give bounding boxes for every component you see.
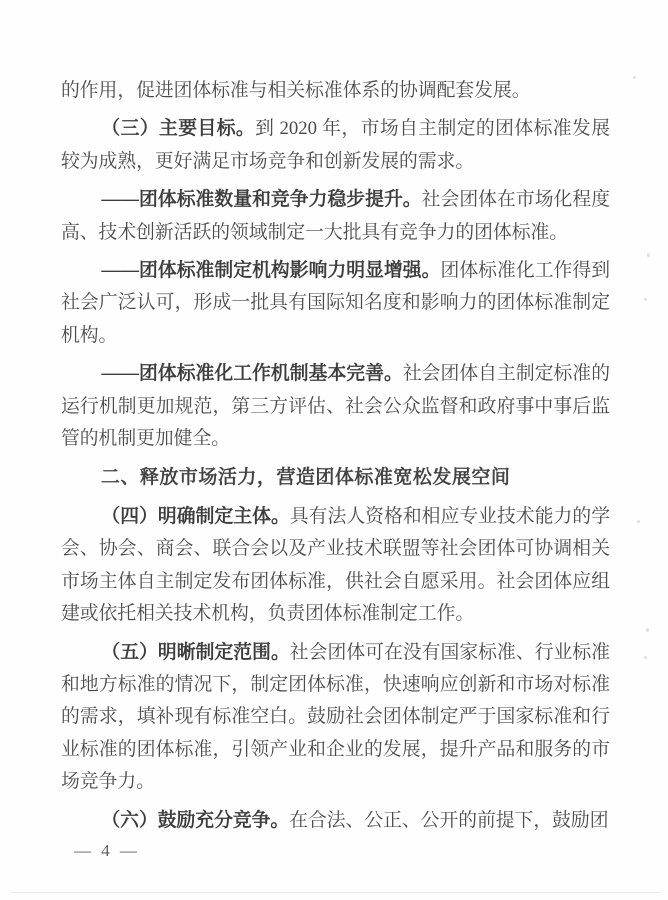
scan-speck — [646, 628, 649, 632]
scan-speck — [644, 656, 647, 659]
paragraph-lead: ——团体标准制定机构影响力明显增强。 — [101, 260, 441, 282]
paragraph — [61, 255, 610, 352]
paragraph-lead: （五）明晰制定范围。 — [101, 641, 290, 663]
scan-speck — [637, 520, 640, 523]
section-heading: 二、释放市场活力，营造团体标准宽松发展空间 — [100, 467, 511, 489]
scan-speck — [633, 76, 636, 79]
document-body — [61, 75, 610, 837]
paragraph-lead: ——团体标准化工作机制基本完善。 — [101, 363, 403, 385]
paragraph — [61, 805, 610, 837]
paragraph — [61, 184, 610, 249]
paragraph-text: 的作用，促进团体标准与相关标准体系的协调配套发展。 — [61, 80, 531, 101]
paragraph-text: 社会团体可在没有国家标准、行业标准和地方标准的情况下，制定团体标准，快速响应创新和市场对标准的需求，填补现有标准空白。鼓励社会团体制定严于国家标准和行业标准的团体标准，引领产业和企业的发展，提升产品和服务的市场竞争力。 — [61, 641, 611, 793]
scan-speck — [647, 253, 650, 257]
page-number: — 4 — — [74, 841, 140, 860]
paragraph-text: 社会团体自主制定标准的运行机制更加规范，第三方评估、社会公众监督和政府事中事后监管的机制更加健全。 — [61, 363, 611, 450]
paragraph-lead: （四）明确制定主体。 — [101, 505, 290, 527]
paragraph-lead: （六）鼓励充分竞争。 — [101, 809, 290, 831]
paragraph-text: 具有法人资格和相应专业技术能力的学会、协会、商会、联合会以及产业技术联盟等社会团体可协调相关市场主体自主制定发布团体标准，供社会自愿采用。社会团体应组建或依托相关技术机构，负责团体标准制定工作。 — [61, 505, 611, 625]
paragraph-lead: （三）主要目标。 — [101, 118, 256, 140]
paragraph-text: 社会团体在市场化程度高、技术创新活跃的领域制定一大批具有竞争力的团体标准。 — [61, 189, 611, 243]
paragraph — [61, 113, 610, 178]
paragraph — [61, 358, 610, 455]
scan-edge-line — [10, 892, 660, 893]
paragraph — [61, 637, 610, 799]
scan-speck — [644, 298, 647, 301]
paragraph-text: 团体标准化工作得到社会广泛认可，形成一批具有国际知名度和影响力的团体标准制定机构。 — [61, 260, 611, 346]
paragraph — [61, 75, 610, 107]
paragraph-text: 在合法、公正、公开的前提下，鼓励团 — [289, 809, 609, 831]
paragraph-text: 到 2020 年，市场自主制定的团体标准发展较为成熟，更好满足市场竞争和创新发展的需求。 — [61, 118, 611, 172]
paragraph-lead: ——团体标准数量和竞争力稳步提升。 — [101, 189, 422, 211]
paragraph — [61, 501, 610, 631]
